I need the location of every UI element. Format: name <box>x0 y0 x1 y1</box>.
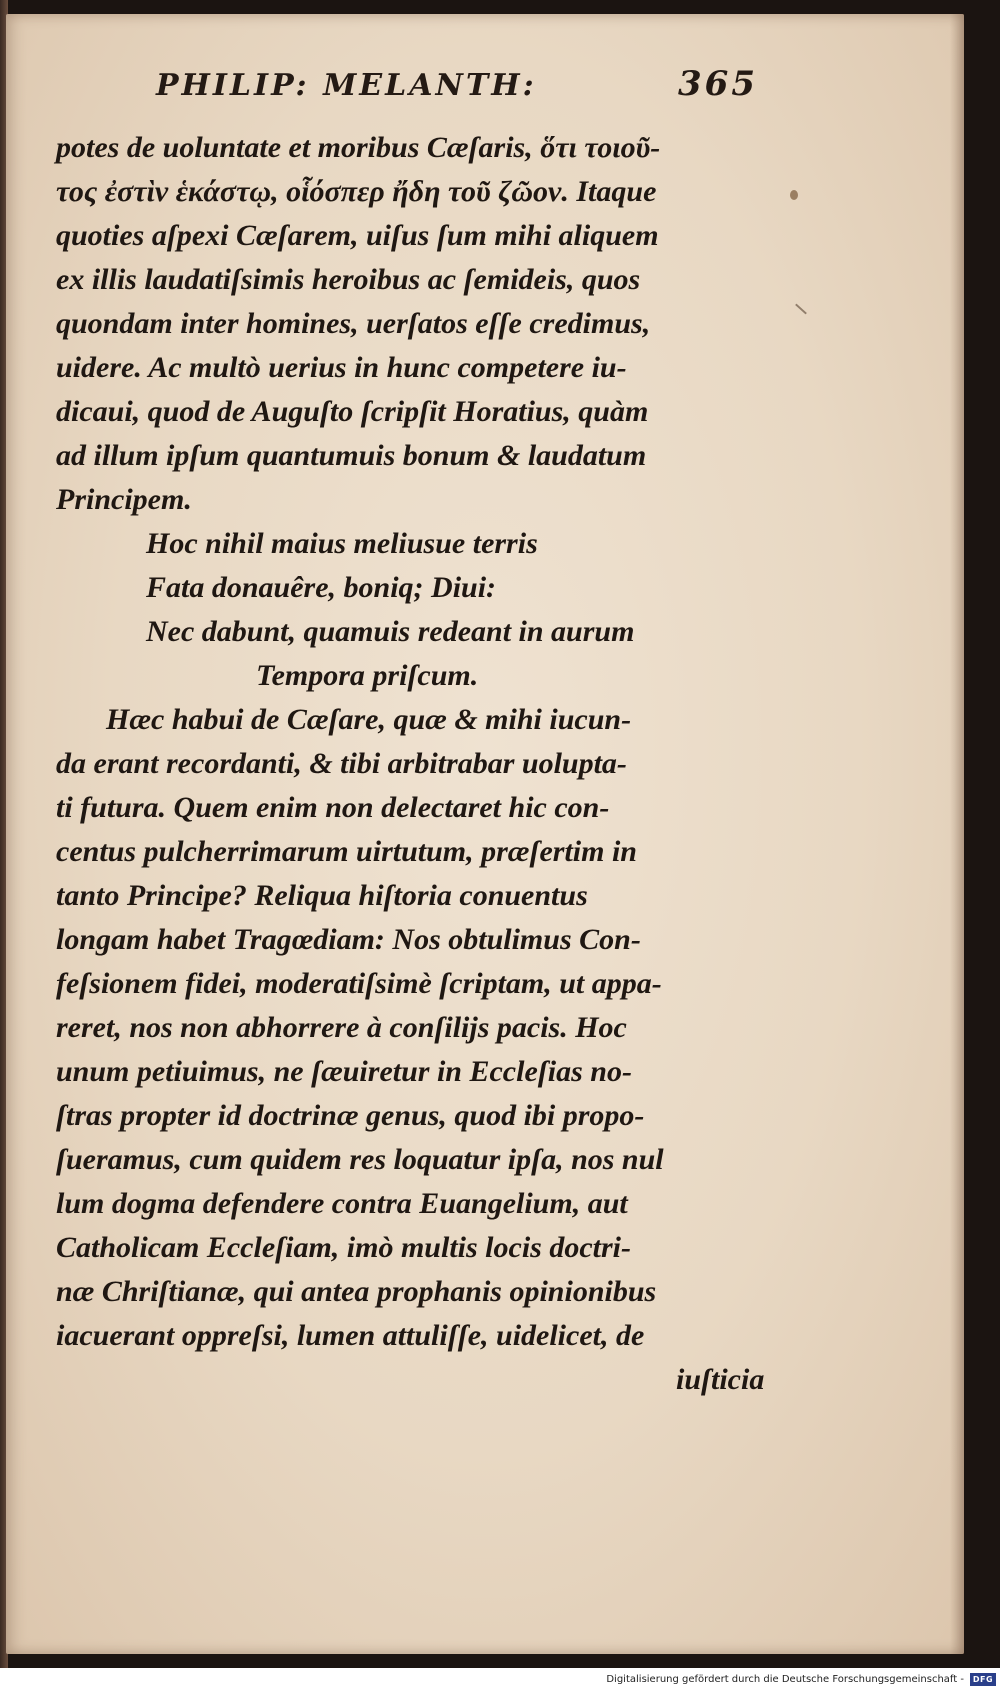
text-line: centus pulcherrimarum uirtutum, præſertim in <box>56 835 637 868</box>
verse-line: Hoc nihil maius meliusue terris <box>146 527 538 560</box>
text-line: Hæc habui de Cæſare, quæ & mihi iucun- <box>106 703 632 736</box>
catchword: iuſticia <box>676 1363 765 1396</box>
verse-line: Tempora priſcum. <box>256 659 479 692</box>
text-line: lum dogma defendere contra Euangelium, aut <box>56 1187 628 1220</box>
text-line: næ Chriſtianæ, qui antea prophanis opinionibus <box>56 1275 657 1308</box>
text-line: quoties aſpexi Cæſarem, uiſus ſum mihi aliquem <box>56 219 659 252</box>
book-page <box>6 14 964 1654</box>
funding-credit: Digitalisierung gefördert durch die Deutsche Forschungsgemeinschaft - <box>606 1674 964 1685</box>
text-line: ſtras propter id doctrinæ genus, quod ibi propo- <box>56 1099 645 1132</box>
page-gutter-shadow <box>950 14 964 1654</box>
running-title: PHILIP: MELANTH: <box>156 68 537 103</box>
text-line: uidere. Ac multò uerius in hunc competere iu- <box>56 351 627 384</box>
page-header <box>156 64 756 112</box>
page-number: 365 <box>678 64 758 104</box>
text-line: dicaui, quod de Auguſto ſcripſit Horatius, quàm <box>56 395 649 428</box>
text-line: tanto Principe? Reliqua hiſtoria conuentus <box>56 879 588 912</box>
text-line: τος ἐστὶν ἑκάστῳ, οἷόσπερ ἤδη τοῦ ζῶον. Itaque <box>56 175 657 208</box>
text-line: feſsionem fidei, moderatiſsimè ſcriptam, ut appa- <box>56 967 662 1000</box>
text-line: potes de uoluntate et moribus Cæſaris, ὅτι τοιοῦ- <box>56 131 661 164</box>
ink-spot <box>790 190 798 200</box>
text-line: ti futura. Quem enim non delectaret hic con- <box>56 791 610 824</box>
verse-line: Nec dabunt, quamuis redeant in aurum <box>146 615 635 648</box>
text-line: Catholicam Eccleſiam, imò multis locis doctri- <box>56 1231 631 1264</box>
text-line: ad illum ipſum quantumuis bonum & laudatum <box>56 439 647 472</box>
text-line: unum petiuimus, ne ſæuiretur in Eccleſias no- <box>56 1055 632 1088</box>
text-line: da erant recordanti, & tibi arbitrabar uolupta- <box>56 747 627 780</box>
text-line: ex illis laudatiſsimis heroibus ac ſemideis, quos <box>56 263 641 296</box>
text-line: ſueramus, cum quidem res loquatur ipſa, nos nul <box>56 1143 664 1176</box>
footer-bar <box>0 1668 1000 1692</box>
text-line: quondam inter homines, uerſatos eſſe credimus, <box>56 307 651 340</box>
text-line: longam habet Tragœdiam: Nos obtulimus Con- <box>56 923 641 956</box>
text-line: iacuerant oppreſsi, lumen attuliſſe, uidelicet, de <box>56 1319 645 1352</box>
text-line: reret, nos non abhorrere à conſilijs pacis. Hoc <box>56 1011 627 1044</box>
verse-line: Fata donauêre, boniq; Diui: <box>146 571 497 604</box>
dfg-logo-icon: DFG <box>970 1673 996 1686</box>
paper-mark <box>795 304 807 315</box>
text-line: Principem. <box>56 483 192 516</box>
